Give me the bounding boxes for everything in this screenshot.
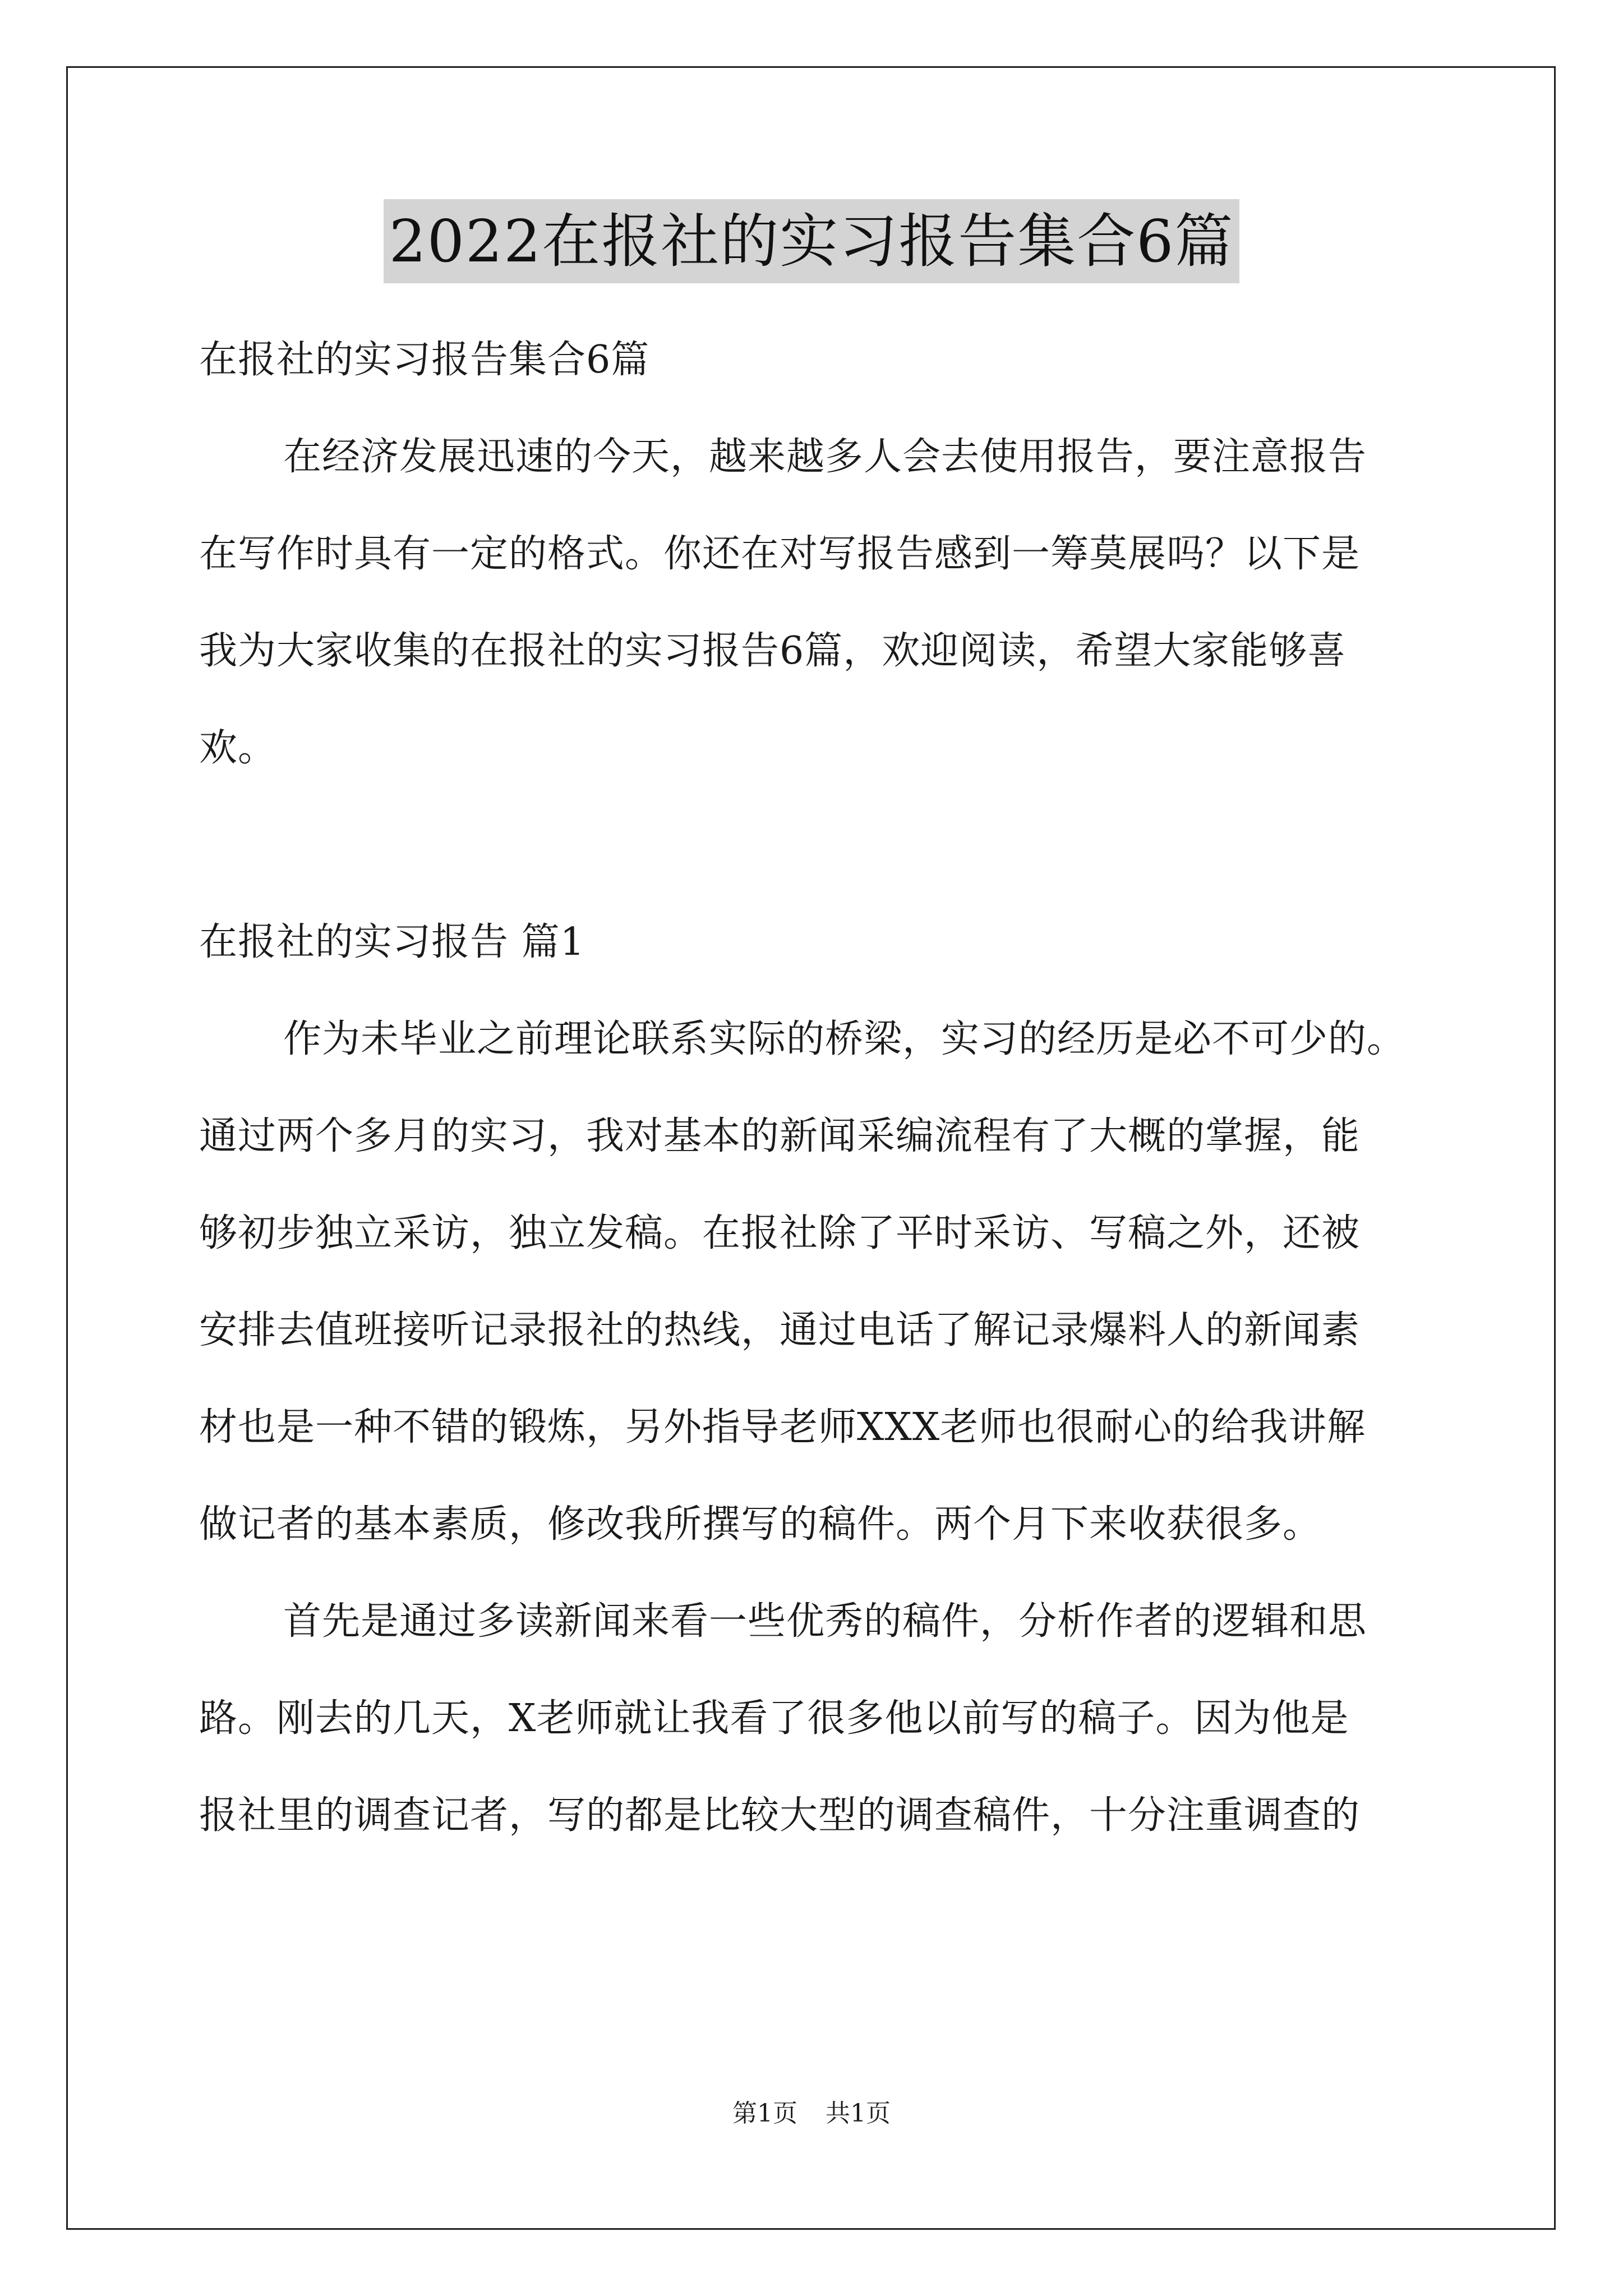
paragraph-line: 报社里的调查记者，写的都是比较大型的调查稿件，十分注重调查的 bbox=[199, 1793, 1361, 1838]
paragraph-line: 路。刚去的几天，X老师就让我看了很多他以前写的稿子。因为他是 bbox=[199, 1696, 1349, 1741]
page-total: 共1页 bbox=[826, 2099, 891, 2128]
page-footer bbox=[0, 2097, 1623, 2131]
paragraph-line: 材也是一种不错的锻炼，另外指导老师XXX老师也很耐心的给我讲解 bbox=[199, 1405, 1366, 1450]
paragraph-line: 做记者的基本素质，修改我所撰写的稿件。两个月下来收获很多。 bbox=[199, 1502, 1322, 1547]
document-title: 2022在报社的实习报告集合6篇 bbox=[384, 199, 1240, 283]
paragraph-line: 够初步独立采访，独立发稿。在报社除了平时采访、写稿之外，还被 bbox=[199, 1211, 1361, 1255]
intro-line: 在经济发展迅速的今天，越来越多人会去使用报告，要注意报告 bbox=[283, 435, 1367, 479]
paragraph-line: 安排去值班接听记录报社的热线，通过电话了解记录爆料人的新闻素 bbox=[199, 1308, 1361, 1352]
section-heading: 在报社的实习报告 篇1 bbox=[199, 920, 585, 964]
intro-line: 欢。 bbox=[199, 726, 277, 770]
page-number: 第1页 bbox=[732, 2099, 797, 2128]
section-gap bbox=[199, 797, 1427, 894]
paragraph-line: 作为未毕业之前理论联系实际的桥梁，实习的经历是必不可少的。 bbox=[283, 1017, 1406, 1061]
title-container bbox=[0, 199, 1623, 283]
document-subtitle: 在报社的实习报告集合6篇 bbox=[199, 338, 650, 382]
paragraph-line: 通过两个多月的实习，我对基本的新闻采编流程有了大概的掌握，能 bbox=[199, 1114, 1361, 1158]
paragraph-line: 首先是通过多读新闻来看一些优秀的稿件，分析作者的逻辑和思 bbox=[283, 1599, 1367, 1644]
intro-line: 在写作时具有一定的格式。你还在对写报告感到一筹莫展吗？以下是 bbox=[199, 532, 1361, 576]
intro-line: 我为大家收集的在报社的实习报告6篇，欢迎阅读，希望大家能够喜 bbox=[199, 629, 1347, 673]
document-body bbox=[199, 311, 1427, 1864]
